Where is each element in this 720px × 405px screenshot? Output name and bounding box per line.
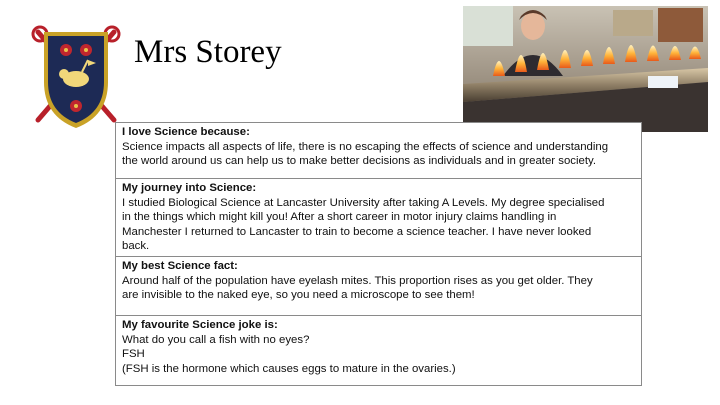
section-line: Manchester I returned to Lancaster to train to become a science teacher. I have never looked <box>122 225 592 238</box>
section-line: the world around us can help us to make better decisions as individuals and in greater society. <box>122 155 597 168</box>
section-line: (FSH is the hormone which causes eggs to mature in the ovaries.) <box>122 362 456 375</box>
section-line: in the things which might kill you! After a short career in motor injury claims handling in <box>122 211 557 224</box>
school-crest-icon <box>30 24 122 132</box>
section-line: FSH <box>122 348 145 361</box>
section-line: back. <box>122 240 150 253</box>
section-line: What do you call a fish with no eyes? <box>122 333 310 346</box>
section-love-science <box>116 123 641 179</box>
teacher-flame-tube-photo <box>463 6 708 132</box>
section-line: I studied Biological Science at Lancaster University after taking A Levels. My degree specialised <box>122 196 605 209</box>
info-table <box>115 122 642 386</box>
section-heading: I love Science because: <box>122 126 250 138</box>
section-line: Science impacts all aspects of life, there is no escaping the effects of science and understanding <box>122 140 609 153</box>
section-line: are invisible to the naked eye, so you need a microscope to see them! <box>122 289 475 302</box>
section-heading: My best Science fact: <box>122 260 238 272</box>
section-heading: My favourite Science joke is: <box>122 319 278 331</box>
page-title: Mrs Storey <box>134 34 282 70</box>
section-line: Around half of the population have eyelash mites. This proportion rises as you get older. They <box>122 274 593 287</box>
section-joke <box>116 316 641 385</box>
section-heading: My journey into Science: <box>122 182 257 194</box>
section-best-fact <box>116 257 641 316</box>
section-journey <box>116 179 641 257</box>
